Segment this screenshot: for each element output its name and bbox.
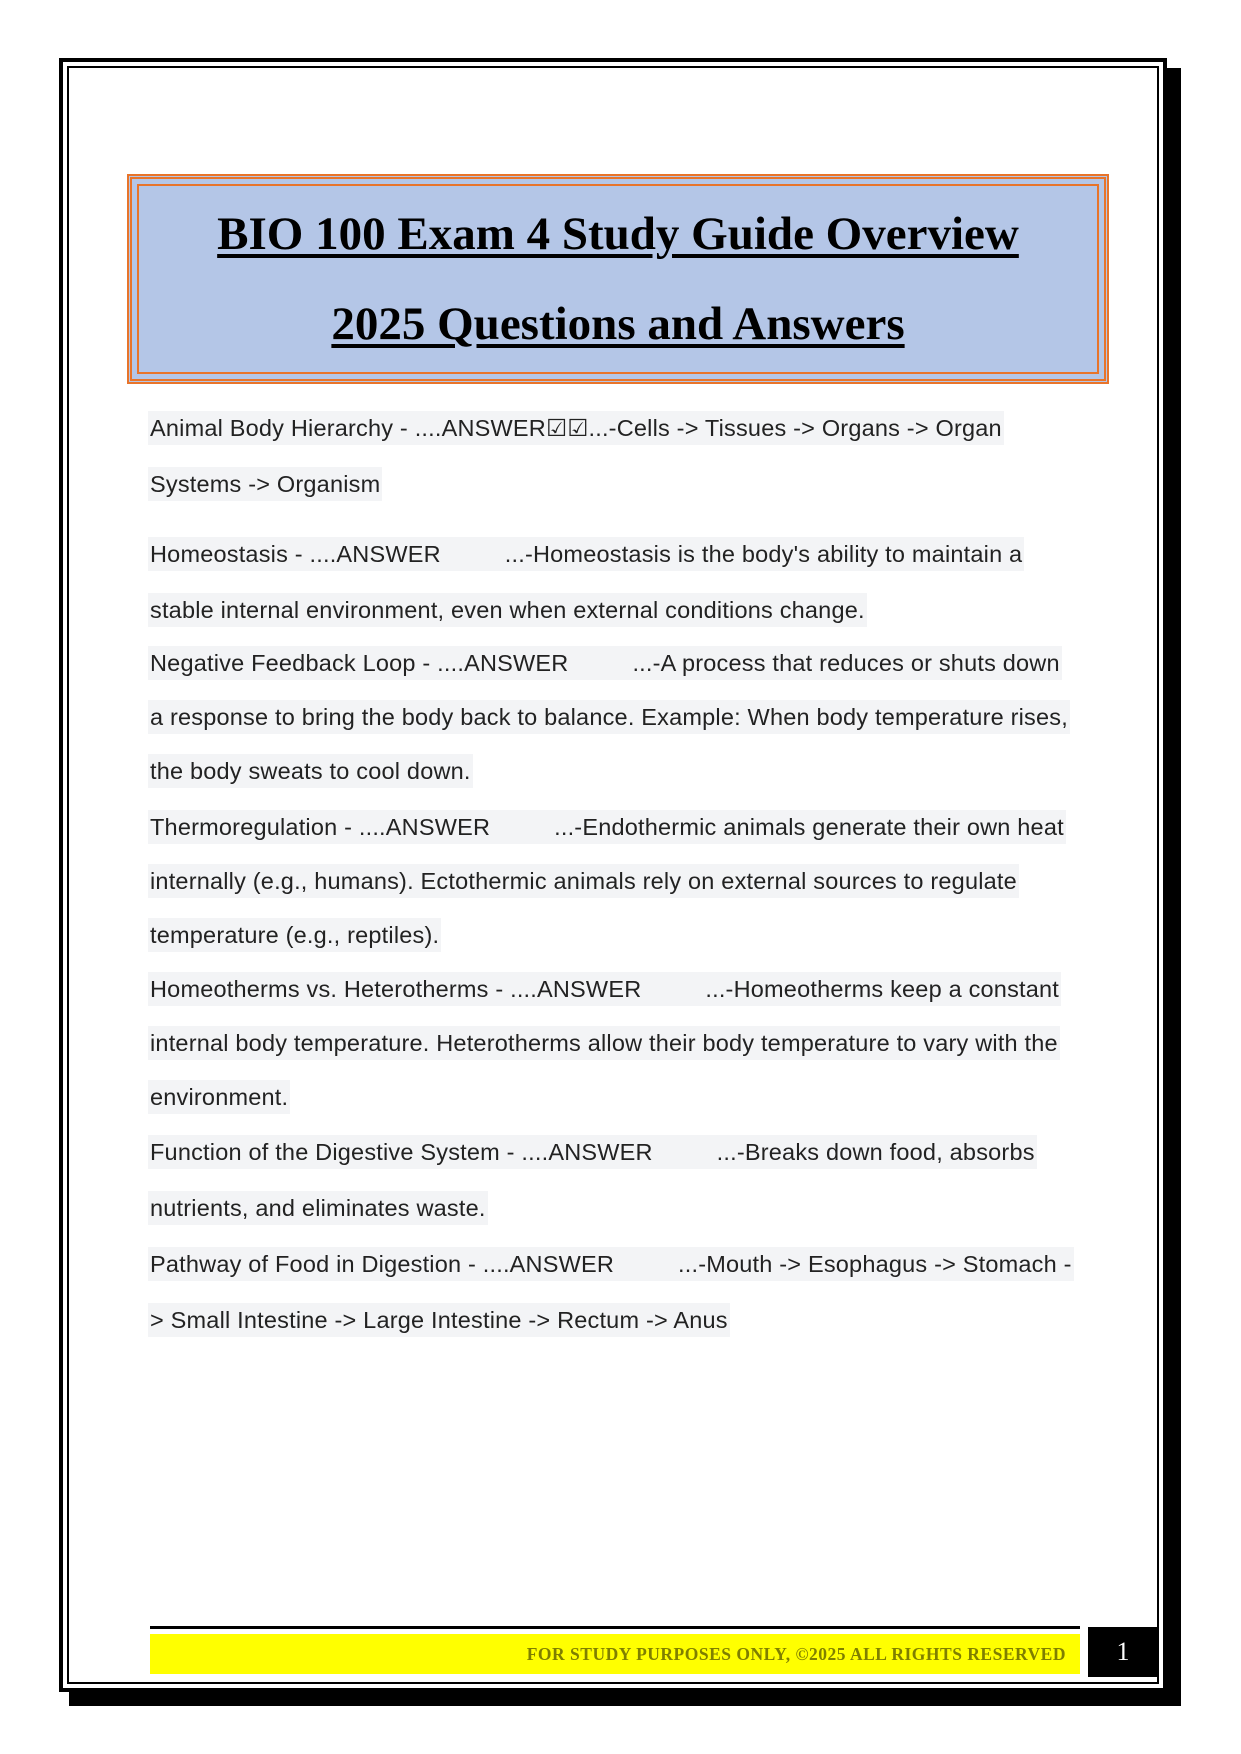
title-box	[127, 174, 1109, 384]
page-number-box	[1088, 1627, 1158, 1677]
page-number: 1	[1116, 1637, 1130, 1666]
question-text: Animal Body Hierarchy - ....ANSWER☑☑...-	[150, 415, 617, 441]
qa-entry-homeotherms-heterotherms	[148, 962, 1078, 1124]
answer-text: ...-Homeostasis is the body's ability to maintain a stable internal environment, even when external conditions change.	[150, 541, 1023, 623]
question-text: Homeostasis - ....ANSWER	[150, 541, 441, 567]
answer-text: Cells -> Tissues -> Organs -> Organ Systems -> Organism	[150, 415, 1002, 497]
question-text: Pathway of Food in Digestion - ....ANSWER	[150, 1251, 615, 1277]
qa-entry-digestive-system-function	[148, 1124, 1078, 1236]
document-title-line-1: BIO 100 Exam 4 Study Guide Overview	[217, 208, 1019, 260]
answer-text: ...-Mouth -> Esophagus -> Stomach -> Small Intestine -> Large Intestine -> Rectum -> Anus	[150, 1251, 1072, 1333]
footer-copyright: FOR STUDY PURPOSES ONLY, ©2025 ALL RIGHTS RESERVED	[526, 1643, 1066, 1664]
qa-entry-thermoregulation	[148, 800, 1078, 962]
qa-entry-negative-feedback-loop	[148, 636, 1078, 798]
answer-text: ...-Endothermic animals generate their own heat internally (e.g., humans). Ectothermic animals rely on external sources to regulate temperature (e.g., reptiles).	[150, 814, 1064, 948]
question-text: Negative Feedback Loop - ....ANSWER	[150, 650, 569, 676]
footer-divider	[150, 1626, 1080, 1629]
qa-entry-homeostasis	[148, 526, 1078, 638]
question-text: Homeotherms vs. Heterotherms - ....ANSWER	[150, 976, 642, 1002]
answer-text: ...-Homeotherms keep a constant internal body temperature. Heterotherms allow their body temperature to vary with the environment.	[150, 976, 1060, 1110]
answer-text: ...-Breaks down food, absorbs nutrients, and eliminates waste.	[150, 1139, 1035, 1221]
document-title-line-2: 2025 Questions and Answers	[331, 298, 905, 350]
qa-entry-animal-body-hierarchy	[148, 400, 1078, 512]
answer-text: ...-A process that reduces or shuts down a response to bring the body back to balance. Example: When body temperature rises, the body sweats to cool down.	[150, 650, 1068, 784]
question-text: Thermoregulation - ....ANSWER	[150, 814, 491, 840]
footer-bar	[150, 1634, 1080, 1674]
qa-entry-pathway-of-food	[148, 1236, 1078, 1348]
question-text: Function of the Digestive System - ....ANSWER	[150, 1139, 653, 1165]
